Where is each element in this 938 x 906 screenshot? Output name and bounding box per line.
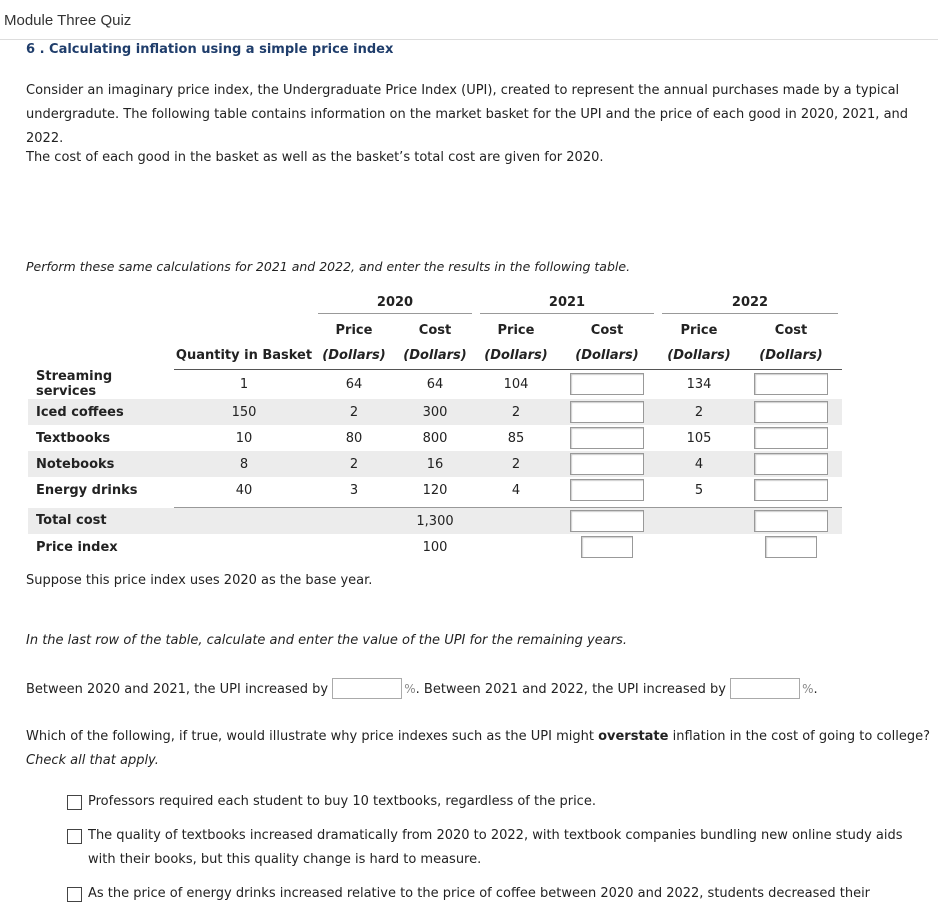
cost-cell: 16	[394, 451, 476, 477]
increase-text-2: . Between 2021 and 2022, the UPI increased by	[415, 682, 726, 697]
price-header-2021: Price	[497, 322, 535, 338]
cost-cell: 300	[394, 399, 476, 425]
row-label: Streaming services	[36, 369, 113, 399]
increase-2021-input[interactable]	[332, 678, 402, 699]
table-row	[28, 369, 842, 399]
total-2020: 1,300	[394, 508, 476, 535]
total-2021-input[interactable]	[570, 510, 644, 532]
option-3-checkbox[interactable]	[67, 887, 82, 902]
unit-header: (Dollars)	[556, 343, 658, 369]
price-cell: 85	[507, 430, 525, 446]
price-cell: 2	[476, 451, 556, 477]
cost-2021-input-notebooks[interactable]	[570, 453, 644, 475]
cost-header-2022: Cost	[774, 322, 808, 338]
option-3-label: As the price of energy drinks increased relative to the price of coffee between 2020 and 2022, students decreased their	[88, 886, 871, 901]
option-2-label: The quality of textbooks increased dramatically from 2020 to 2022, with textbook companies bundling new online study aids with their books, but this quality change is hard to measure.	[88, 828, 903, 867]
price-header-2022: Price	[680, 322, 718, 338]
price-cell: 4	[658, 451, 740, 477]
unit-header: (Dollars)	[740, 343, 842, 369]
price-cell: 3	[349, 482, 359, 498]
unit-header: (Dollars)	[476, 343, 556, 369]
cost-header-2020: Cost	[418, 322, 452, 338]
price-cell: 80	[345, 430, 363, 446]
row-label: Iced coffees	[28, 399, 174, 425]
price-table	[28, 291, 842, 560]
cost-cell: 64	[426, 376, 444, 392]
page-header	[0, 0, 938, 40]
page-title: Module Three Quiz	[4, 12, 132, 29]
price-cell: 2	[314, 399, 394, 425]
q-text-before: Which of the following, if true, would illustrate why price indexes such as the UPI might	[26, 729, 594, 744]
price-cell: 104	[503, 376, 529, 392]
cost-2022-input-energy[interactable]	[754, 479, 828, 501]
index-2022-input[interactable]	[765, 536, 817, 558]
price-cell: 2	[658, 399, 740, 425]
table-row	[28, 399, 842, 425]
cost-2021-input-coffees[interactable]	[570, 401, 644, 423]
year-2022-header: 2022	[658, 291, 842, 317]
price-cell: 5	[694, 482, 704, 498]
row-label: Energy drinks	[36, 482, 138, 498]
index-2021-input[interactable]	[581, 536, 633, 558]
base-year-note: Suppose this price index uses 2020 as the base year.	[26, 573, 373, 588]
price-cell: 2	[314, 451, 394, 477]
price-cell: 4	[511, 482, 521, 498]
increase-text-1: Between 2020 and 2021, the UPI increased by	[26, 682, 329, 697]
total-row	[28, 508, 842, 535]
option-1-label: Professors required each student to buy 10 textbooks, regardless of the price.	[88, 794, 596, 809]
intro-paragraph: Consider an imaginary price index, the Undergraduate Price Index (UPI), created to represent the annual purchases made by a typical undergradute. The following table contains information on the market basket for the UPI and the price of each good in 2020, 2021, and 2022.	[26, 83, 909, 146]
cost-2021-input-textbooks[interactable]	[570, 427, 644, 449]
given-note: The cost of each good in the basket as well as the basket’s total cost are given for 2020.	[26, 150, 604, 165]
table-instruction: Perform these same calculations for 2021 and 2022, and enter the results in the following table.	[26, 259, 631, 274]
increase-2022-input[interactable]	[730, 678, 800, 699]
index-2020: 100	[422, 539, 448, 555]
year-2021-header: 2021	[476, 291, 658, 317]
option-2-checkbox[interactable]	[67, 829, 82, 844]
unit-header: (Dollars)	[394, 343, 476, 369]
total-label: Total cost	[28, 508, 174, 535]
percent-sign: %	[802, 682, 814, 696]
cost-2022-input-streaming[interactable]	[754, 373, 828, 395]
cost-2021-input-streaming[interactable]	[570, 373, 644, 395]
check-all-note: Check all that apply.	[26, 753, 159, 768]
price-cell: 105	[686, 430, 712, 446]
price-cell: 134	[686, 376, 712, 392]
unit-header: (Dollars)	[658, 343, 740, 369]
q-text-bold: overstate	[598, 729, 669, 744]
table-row	[28, 451, 842, 477]
row-label: Textbooks	[36, 430, 111, 446]
unit-header: (Dollars)	[314, 343, 394, 369]
qty-cell: 1	[239, 376, 249, 392]
percent-sign: %	[404, 682, 416, 696]
row-label: Notebooks	[28, 451, 174, 477]
cost-2022-input-textbooks[interactable]	[754, 427, 828, 449]
qty-cell: 10	[235, 430, 253, 446]
cost-2022-input-coffees[interactable]	[754, 401, 828, 423]
cost-header-2021: Cost	[590, 322, 624, 338]
price-cell: 2	[476, 399, 556, 425]
overstate-question	[26, 725, 930, 773]
cost-2021-input-energy[interactable]	[570, 479, 644, 501]
total-2022-input[interactable]	[754, 510, 828, 532]
qty-header: Quantity in Basket	[174, 343, 314, 369]
q-text-after: inflation in the cost of going to college?	[672, 729, 930, 744]
qty-cell: 8	[174, 451, 314, 477]
cost-cell: 800	[422, 430, 448, 446]
increase-sentence	[26, 677, 930, 702]
option-1-checkbox[interactable]	[67, 795, 82, 810]
table-row	[28, 477, 842, 503]
qty-cell: 150	[174, 399, 314, 425]
price-cell: 64	[345, 376, 363, 392]
cost-2022-input-notebooks[interactable]	[754, 453, 828, 475]
question-title: 6 . Calculating inflation using a simple price index	[26, 42, 394, 57]
year-2020-header: 2020	[314, 291, 476, 317]
last-row-instruction: In the last row of the table, calculate and enter the value of the UPI for the remaining years.	[26, 633, 627, 648]
index-label: Price index	[36, 539, 118, 555]
period: .	[813, 682, 818, 697]
cost-cell: 120	[422, 482, 448, 498]
price-header-2020: Price	[335, 322, 373, 338]
index-row	[28, 534, 842, 560]
table-row	[28, 425, 842, 451]
qty-cell: 40	[235, 482, 253, 498]
